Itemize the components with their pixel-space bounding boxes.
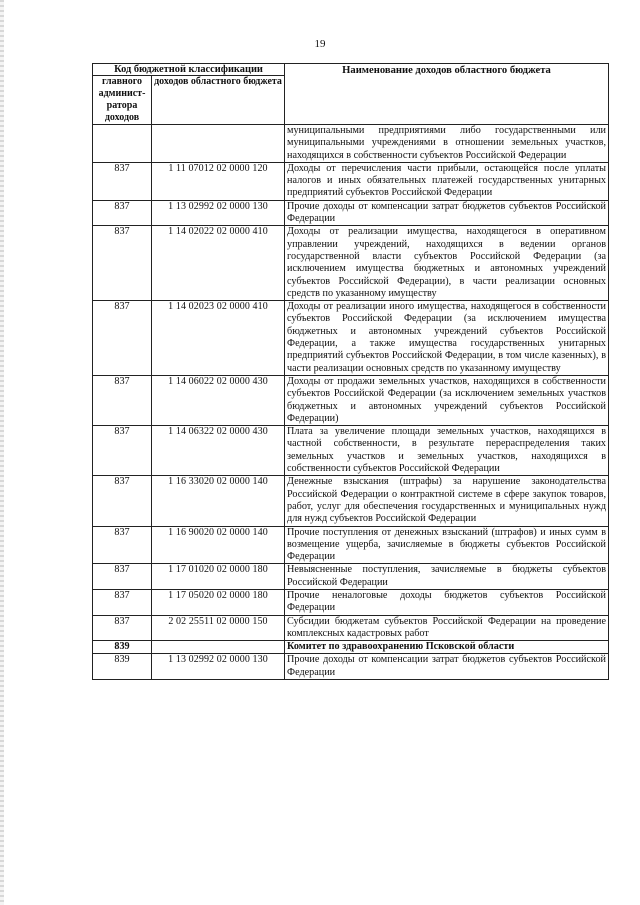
admin-cell: 837 (93, 226, 152, 301)
admin-cell: 837 (93, 375, 152, 425)
code-cell: 2 02 25511 02 0000 150 (152, 615, 285, 641)
table-row (93, 615, 609, 641)
header-admin-column: главного админист-ратора доходов (93, 76, 152, 125)
code-cell: 1 14 06322 02 0000 430 (152, 426, 285, 476)
name-cell: Доходы от перечисления части прибыли, остающейся после уплаты налогов и иных обязательных платежей государственных унитарных предприятий субъектов Российской Федерации (285, 162, 609, 200)
name-cell: Денежные взыскания (штрафы) за нарушение законодательства Российской Федерации о контрактной системе в сфере закупок товаров, работ, услуг для обеспечения государственных и муниципальных нужд для нужд субъектов Российской Федерации (285, 476, 609, 526)
table-row (93, 526, 609, 564)
name-cell: Комитет по здравоохранению Псковской области (285, 641, 609, 654)
table-row (93, 200, 609, 226)
admin-cell (93, 125, 152, 163)
table-row (93, 226, 609, 301)
name-cell: Прочие поступления от денежных взысканий (штрафов) и иных сумм в возмещение ущерба, зачисляемые в бюджеты субъектов Российской Федерации (285, 526, 609, 564)
budget-classification-table (92, 63, 609, 680)
name-cell: Субсидии бюджетам субъектов Российской Федерации на проведение комплексных кадастровых работ (285, 615, 609, 641)
name-cell: Доходы от реализации имущества, находящегося в оперативном управлении учреждений, находящихся в ведении органов государственной власти субъектов Российской Федерации (за исключением имущества бюджетных и автономных учреждений субъектов Российской Федерации), в части реализации основных средств по указанному имуществу (285, 226, 609, 301)
header-group-title: Код бюджетной классификации (93, 64, 285, 76)
admin-cell: 837 (93, 200, 152, 226)
admin-cell: 837 (93, 426, 152, 476)
table-row (93, 162, 609, 200)
table-row (93, 125, 609, 163)
scan-edge (0, 0, 4, 905)
table-body (93, 125, 609, 680)
code-cell: 1 11 07012 02 0000 120 (152, 162, 285, 200)
code-cell: 1 14 02022 02 0000 410 (152, 226, 285, 301)
code-cell (152, 641, 285, 654)
table-row (93, 654, 609, 680)
code-cell: 1 13 02992 02 0000 130 (152, 654, 285, 680)
committee-row (93, 641, 609, 654)
code-cell: 1 13 02992 02 0000 130 (152, 200, 285, 226)
table-row (93, 375, 609, 425)
name-cell: Доходы от реализации иного имущества, находящегося в собственности субъектов Российской Федерации (за исключением имущества бюджетных и автономных учреждений субъектов Российской Федерации, а также имущества государственных унитарных предприятий субъектов Российской Федерации, в том числе казенных), в части реализации основных средств по указанному имуществу (285, 301, 609, 376)
code-cell: 1 14 06022 02 0000 430 (152, 375, 285, 425)
code-cell: 1 17 05020 02 0000 180 (152, 589, 285, 615)
table-row (93, 426, 609, 476)
page-number: 19 (314, 38, 326, 50)
name-cell: Прочие доходы от компенсации затрат бюджетов субъектов Российской Федерации (285, 200, 609, 226)
admin-cell: 837 (93, 301, 152, 376)
table-row (93, 564, 609, 590)
table-row (93, 589, 609, 615)
admin-cell: 837 (93, 526, 152, 564)
table-header-row (93, 64, 609, 76)
header-code-column: доходов областного бюджета (152, 76, 285, 125)
name-cell: Невыясненные поступления, зачисляемые в бюджеты субъектов Российской Федерации (285, 564, 609, 590)
code-cell: 1 14 02023 02 0000 410 (152, 301, 285, 376)
admin-cell: 837 (93, 564, 152, 590)
admin-cell: 837 (93, 476, 152, 526)
name-cell: Плата за увеличение площади земельных участков, находящихся в частной собственности, в результате перераспределения таких земельных участков и земельных участков, находящихся в собственности субъектов Российской Федерации (285, 426, 609, 476)
code-cell: 1 16 33020 02 0000 140 (152, 476, 285, 526)
code-cell: 1 16 90020 02 0000 140 (152, 526, 285, 564)
table-row (93, 301, 609, 376)
admin-cell: 837 (93, 589, 152, 615)
code-cell (152, 125, 285, 163)
admin-cell: 839 (93, 654, 152, 680)
admin-cell: 837 (93, 162, 152, 200)
header-name-column: Наименование доходов областного бюджета (285, 64, 609, 125)
admin-cell: 839 (93, 641, 152, 654)
code-cell: 1 17 01020 02 0000 180 (152, 564, 285, 590)
table-row (93, 476, 609, 526)
name-cell: Прочие доходы от компенсации затрат бюджетов субъектов Российской Федерации (285, 654, 609, 680)
name-cell: Прочие неналоговые доходы бюджетов субъектов Российской Федерации (285, 589, 609, 615)
name-cell: муниципальными предприятиями либо государственными или муниципальными учреждениями в отношении земельных участков, находящихся в собственности субъектов Российской Федерации (285, 125, 609, 163)
admin-cell: 837 (93, 615, 152, 641)
name-cell: Доходы от продажи земельных участков, находящихся в собственности субъектов Российской Федерации (за исключением земельных участков бюджетных и автономных учреждений субъектов Российской Федерации) (285, 375, 609, 425)
